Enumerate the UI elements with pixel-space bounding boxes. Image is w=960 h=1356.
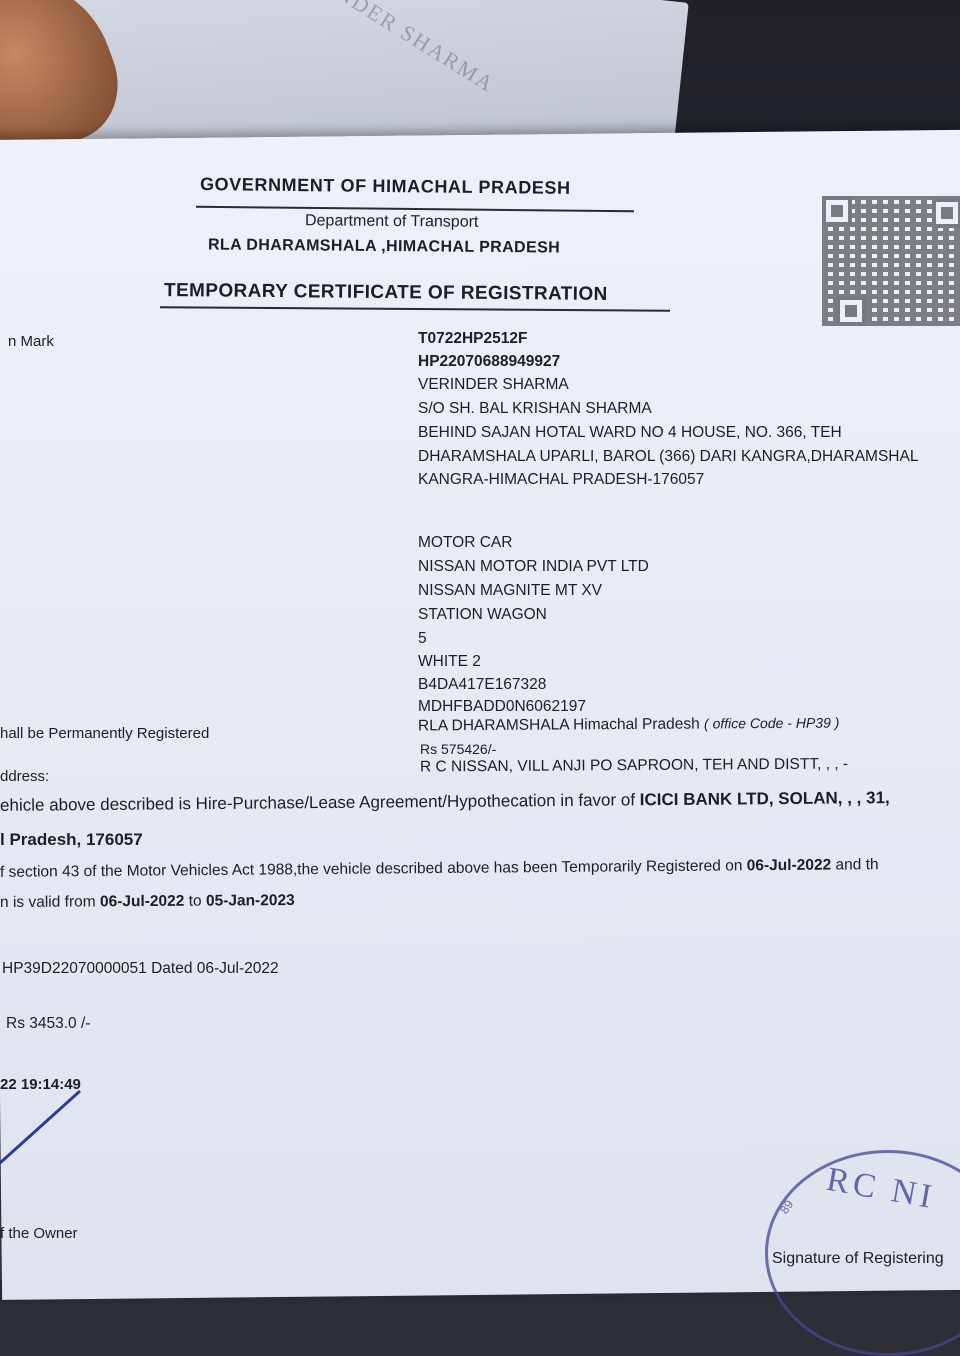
validity-text: n is valid from: [0, 893, 100, 912]
vehicle-price: Rs 575426/-: [420, 741, 497, 757]
registration-date: 06-Jul-2022: [746, 856, 832, 875]
seating-capacity: 5: [418, 630, 427, 647]
vehicle-model: NISSAN MAGNITE MT XV: [418, 582, 603, 599]
valid-to-date: 05-Jan-2023: [205, 891, 295, 910]
section-43-text-end: and th: [831, 856, 879, 874]
registering-office-line: [418, 715, 840, 736]
validity-to-text: to: [184, 892, 206, 910]
print-timestamp: 22 19:14:49: [0, 1076, 81, 1093]
engine-number: B4DA417E167328: [418, 676, 547, 693]
government-heading: GOVERNMENT OF HIMACHAL PRADESH: [199, 174, 571, 198]
application-number: HP22070688949927: [418, 353, 561, 370]
stamp-text: RC NI: [823, 1160, 939, 1217]
owner-relation: S/O SH. BAL KRISHAN SHARMA: [418, 400, 652, 417]
vehicle-colour: WHITE 2: [418, 653, 481, 670]
vehicle-maker: NISSAN MOTOR INDIA PVT LTD: [418, 558, 649, 575]
office-heading: RLA DHARAMSHALA ,HIMACHAL PRADESH: [207, 236, 561, 257]
office-code: ( office Code - HP39 ): [703, 714, 840, 732]
chassis-number: MDHFBADD0N6062197: [418, 698, 586, 715]
qr-code-icon: [822, 196, 960, 326]
body-type: STATION WAGON: [418, 606, 547, 623]
owner-name: VERINDER SHARMA: [418, 376, 569, 393]
receipt-number: HP39D22070000051 Dated 06-Jul-2022: [2, 960, 279, 977]
hypothecation-address: l Pradesh, 176057: [0, 830, 143, 849]
owner-address-line-3: KANGRA-HIMACHAL PRADESH-176057: [418, 471, 705, 488]
validity-statement: [0, 892, 295, 912]
temp-registration-number: T0722HP2512F: [418, 330, 528, 347]
hypothecation-text: ehicle above described is Hire-Purchase/Lease Agreement/Hypothecation in favor of: [0, 790, 640, 815]
registering-authority-signature-label: Signature of Registering: [772, 1250, 944, 1267]
owner-address-line-1: BEHIND SAJAN HOTAL WARD NO 4 HOUSE, NO. 366, TEH: [418, 424, 842, 441]
permanent-registration-label: hall be Permanently Registered: [0, 725, 210, 742]
owner-address-line-2: DHARAMSHALA UPARLI, BAROL (366) DARI KANGRA,DHARAMSHAL: [418, 448, 919, 465]
address-label: ddress:: [0, 768, 50, 785]
fee-amount: Rs 3453.0 /-: [6, 1015, 91, 1032]
valid-from-date: 06-Jul-2022: [99, 892, 185, 911]
hypothecation-bank: ICICI BANK LTD, SOLAN, , , 31,: [639, 788, 890, 810]
owner-signature-label: f the Owner: [0, 1225, 78, 1242]
certificate-title: TEMPORARY CERTIFICATE OF REGISTRATION: [163, 280, 608, 305]
dealer-address: R C NISSAN, VILL ANJI PO SAPROON, TEH AND DISTT, , , -: [419, 755, 849, 776]
registering-office: RLA DHARAMSHALA Himachal Pradesh: [417, 715, 700, 735]
stamp-small-text: 89: [777, 1197, 797, 1217]
section-43-text: f section 43 of the Motor Vehicles Act 1988,the vehicle described above has been Temporarily Registered on: [0, 857, 747, 881]
department-heading: Department of Transport: [304, 212, 479, 231]
vehicle-class: MOTOR CAR: [418, 534, 513, 551]
mark-label: n Mark: [8, 333, 54, 350]
